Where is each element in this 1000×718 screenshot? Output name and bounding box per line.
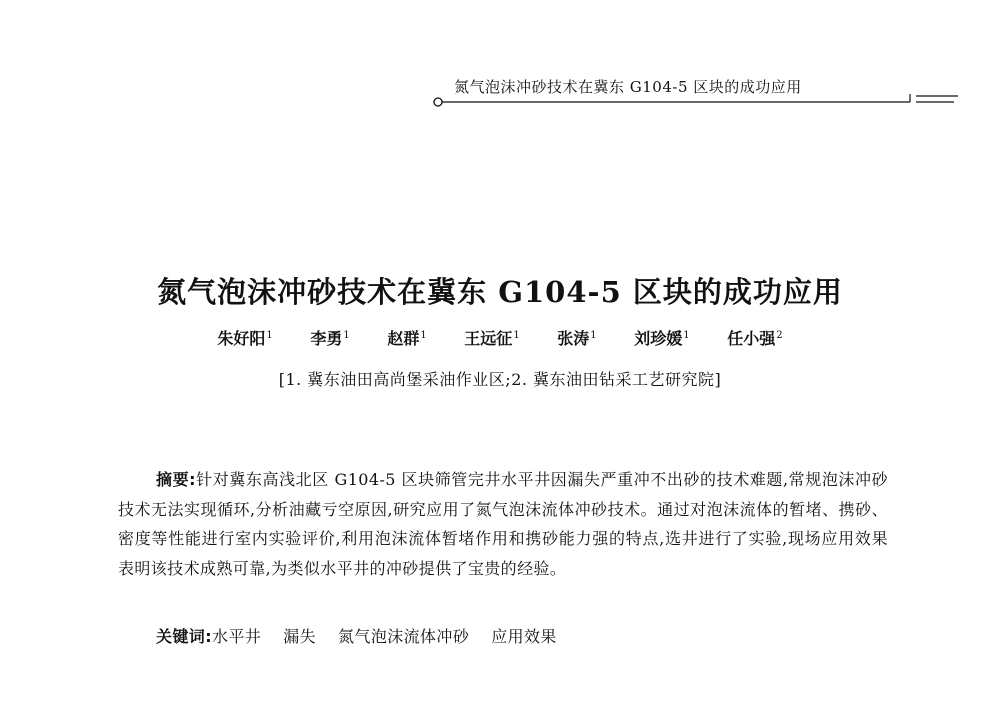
author (634, 326, 689, 349)
keywords-label: 关键词: (156, 627, 212, 646)
author-name: 任小强 (727, 329, 776, 348)
author-affiliation-mark: 1 (683, 329, 690, 341)
author-name: 王远征 (464, 329, 513, 348)
keywords (156, 624, 896, 647)
keyword: 氮气泡沫流体冲砂 (338, 627, 470, 646)
abstract-label: 摘要: (156, 470, 196, 489)
author-affiliation-mark: 1 (343, 329, 350, 341)
author (310, 326, 349, 349)
keyword: 水平井 (212, 627, 262, 646)
abstract-text: 针对冀东高浅北区 G104-5 区块筛管完井水平井因漏失严重冲不出砂的技术难题,常规泡沫冲砂技术无法实现循环,分析油藏亏空原因,研究应用了氮气泡沫流体冲砂技术。通过对泡沫流体的暂堵、携砂、密度等性能进行室内实验评价,利用泡沫流体暂堵作用和携砂能力强的特点,选井进行了实验,现场应用效果表明该技术成熟可靠,为类似水平井的冲砂提供了宝贵的经验。 (118, 470, 888, 578)
abstract (118, 465, 888, 583)
author-name: 朱好阳 (217, 329, 266, 348)
author-name: 刘珍媛 (634, 329, 683, 348)
author (217, 326, 272, 349)
author (464, 326, 519, 349)
author (387, 326, 426, 349)
keyword: 应用效果 (491, 627, 557, 646)
author-list (0, 326, 1000, 349)
author-affiliation-mark: 1 (266, 329, 273, 341)
author-affiliation-mark: 1 (420, 329, 427, 341)
author (727, 326, 782, 349)
running-header (432, 66, 972, 116)
header-rule (432, 94, 972, 116)
header-rule-circle (434, 98, 442, 106)
author-affiliation-mark: 2 (776, 329, 783, 341)
author-name: 李勇 (310, 329, 343, 348)
author-name: 张涛 (557, 329, 590, 348)
author-affiliation-mark: 1 (590, 329, 597, 341)
author-affiliation-mark: 1 (513, 329, 520, 341)
affiliation-line: [1. 冀东油田高尚堡采油作业区;2. 冀东油田钻采工艺研究院] (278, 370, 722, 389)
keyword: 漏失 (283, 627, 317, 646)
author (557, 326, 596, 349)
running-header-title: 氮气泡沫冲砂技术在冀东 G104-5 区块的成功应用 (454, 78, 802, 96)
paper-title: 氮气泡沫冲砂技术在冀东 G104-5 区块的成功应用 (157, 275, 843, 309)
author-name: 赵群 (387, 329, 420, 348)
